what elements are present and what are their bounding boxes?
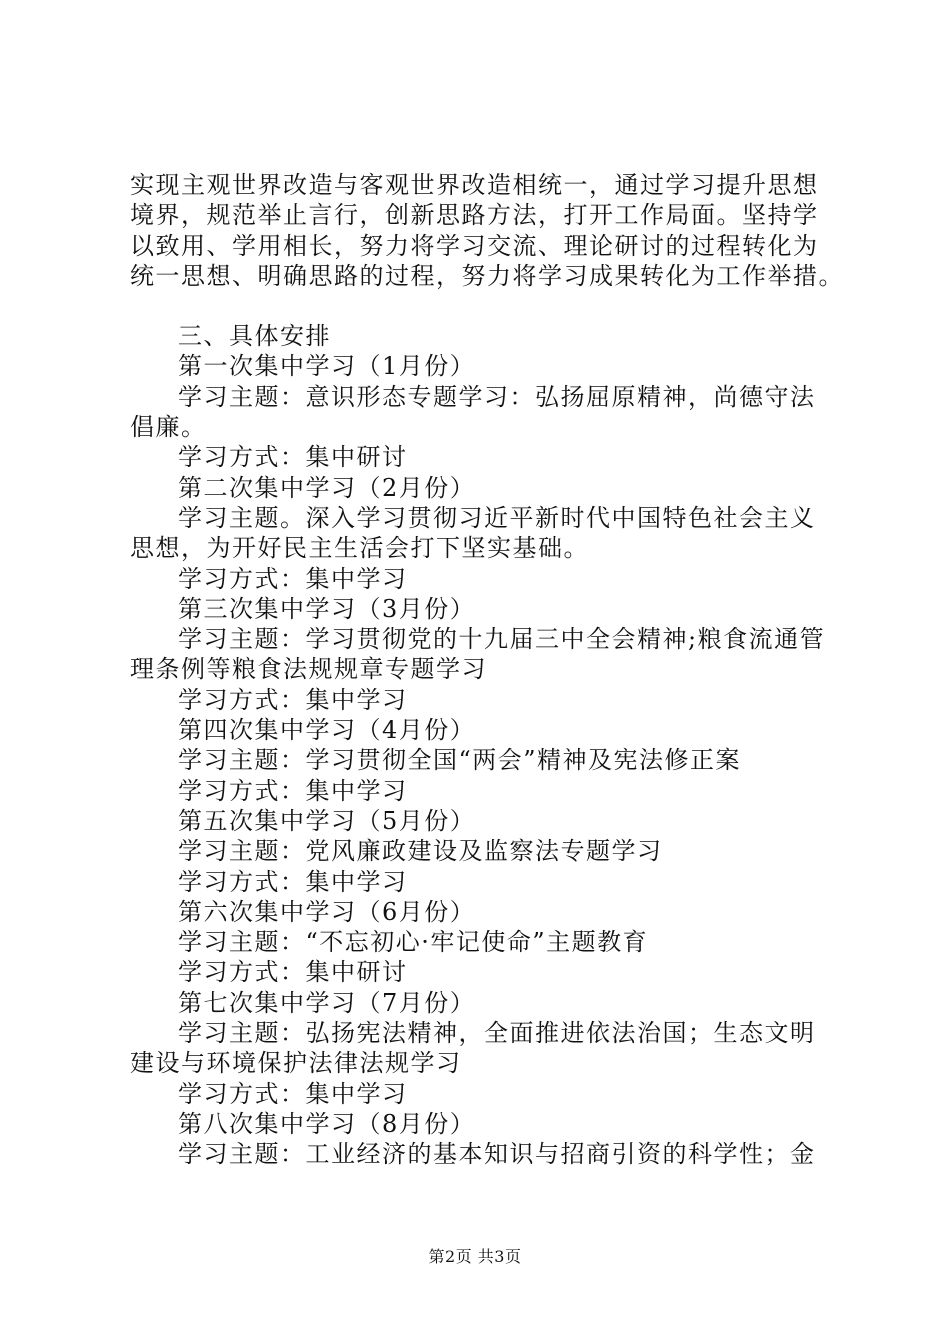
session-topic: 学习主题。深入学习贯彻习近平新时代中国特色社会主义 xyxy=(178,503,816,532)
section-heading: 三、具体安排 xyxy=(178,322,331,351)
page-number-footer: 第2页 共3页 xyxy=(428,1247,522,1266)
session-method: 学习方式：集中学习 xyxy=(178,776,408,805)
session-method: 学习方式：集中学习 xyxy=(178,564,408,593)
paragraph-line: 境界，规范举止言行，创新思路方法，打开工作局面。坚持学 xyxy=(130,201,819,230)
body-text xyxy=(130,170,850,1170)
session-topic-continued: 理条例等粮食法规规章专题学习 xyxy=(130,655,487,684)
session-topic: 学习主题：党风廉政建设及监察法专题学习 xyxy=(178,837,663,866)
session-method: 学习方式：集中学习 xyxy=(178,685,408,714)
session-topic-continued: 倡廉。 xyxy=(130,413,207,442)
paragraph-gap xyxy=(130,291,850,321)
paragraph-line: 以致用、学用相长，努力将学习交流、理论研讨的过程转化为 xyxy=(130,231,819,260)
session-topic-continued: 思想，为开好民主生活会打下坚实基础。 xyxy=(130,534,589,563)
session-topic: 学习主题：学习贯彻党的十九届三中全会精神;粮食流通管 xyxy=(178,625,826,654)
session-title: 第三次集中学习（3月份） xyxy=(178,594,476,623)
session-title: 第六次集中学习（6月份） xyxy=(178,897,476,926)
session-topic: 学习主题：“不忘初心·牢记使命”主题教育 xyxy=(178,928,649,957)
session-title: 第八次集中学习（8月份） xyxy=(178,1109,476,1138)
paragraph-line: 实现主观世界改造与客观世界改造相统一，通过学习提升思想 xyxy=(130,171,819,199)
session-topic: 学习主题：学习贯彻全国“两会”精神及宪法修正案 xyxy=(178,746,742,775)
session-topic: 学习主题：弘扬宪法精神，全面推进依法治国；生态文明 xyxy=(178,1019,816,1048)
session-title: 第四次集中学习（4月份） xyxy=(178,716,476,745)
session-title: 第五次集中学习（5月份） xyxy=(178,806,476,835)
session-topic: 学习主题：工业经济的基本知识与招商引资的科学性；金 xyxy=(178,1140,816,1169)
session-method: 学习方式：集中学习 xyxy=(178,1079,408,1108)
session-method: 学习方式：集中研讨 xyxy=(178,958,408,987)
session-topic: 学习主题：意识形态专题学习：弘扬屈原精神，尚德守法 xyxy=(178,382,816,411)
paragraph-line: 统一思想、明确思路的过程，努力将学习成果转化为工作举措。 xyxy=(130,261,844,290)
session-title: 第一次集中学习（1月份） xyxy=(178,352,476,381)
session-method: 学习方式：集中学习 xyxy=(178,867,408,896)
session-method: 学习方式：集中研讨 xyxy=(178,443,408,472)
session-title: 第二次集中学习（2月份） xyxy=(178,473,476,502)
session-topic-continued: 建设与环境保护法律法规学习 xyxy=(130,1049,462,1078)
session-title: 第七次集中学习（7月份） xyxy=(178,988,476,1017)
